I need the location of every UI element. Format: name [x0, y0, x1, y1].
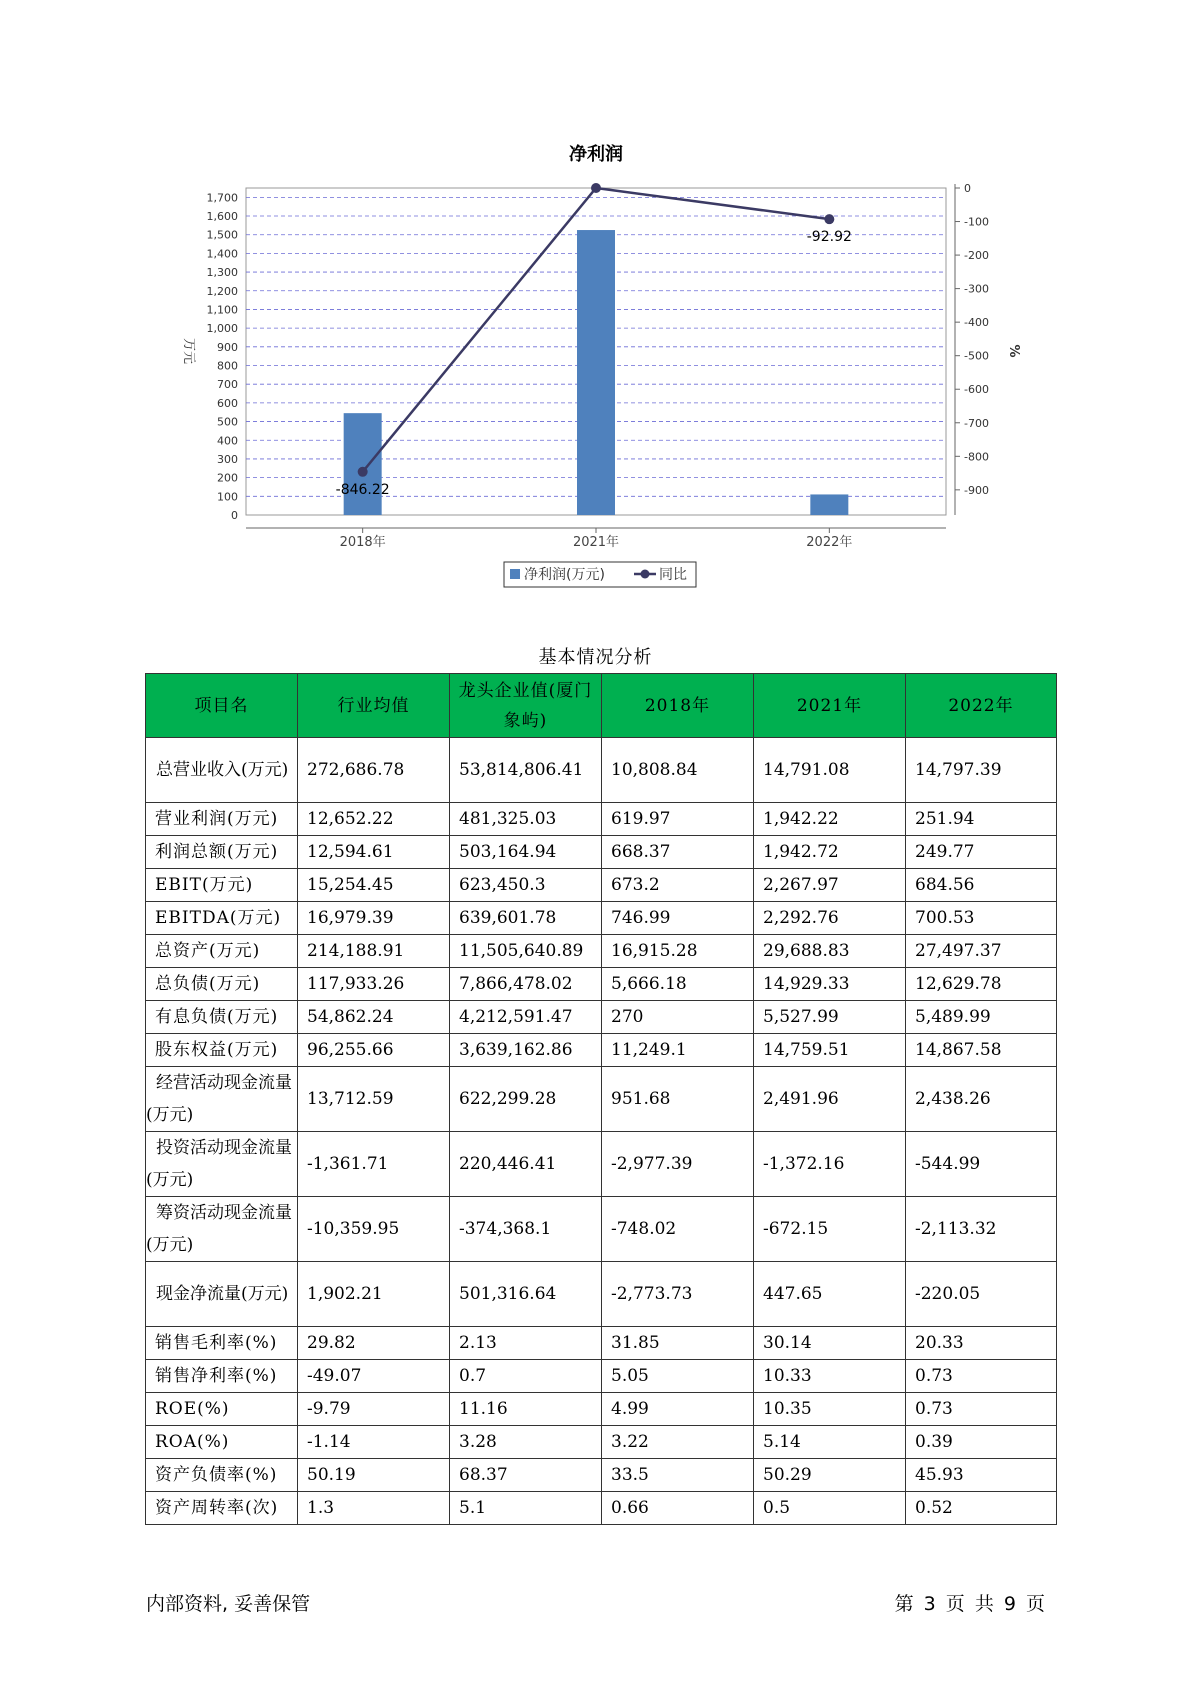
value-cell: 0.7 — [450, 1360, 602, 1393]
value-cell: 0.39 — [906, 1426, 1057, 1459]
y-tick-label: 1,100 — [206, 303, 238, 317]
table-row — [146, 902, 1057, 935]
value-cell: 13,712.59 — [298, 1067, 450, 1132]
legend-line-marker — [641, 570, 650, 579]
row-label: 投资活动现金流量(万元) — [146, 1138, 292, 1190]
row-label-cell — [146, 738, 298, 803]
value-cell: -2,113.32 — [906, 1197, 1057, 1262]
value-cell: 249.77 — [906, 836, 1057, 869]
value-cell: 684.56 — [906, 869, 1057, 902]
value-cell: 10.33 — [754, 1360, 906, 1393]
y-tick-label: 600 — [217, 396, 238, 410]
value-cell: 1,942.22 — [754, 803, 906, 836]
y2-tick-label: -300 — [964, 282, 989, 296]
table-row — [146, 1132, 1057, 1197]
bar — [344, 413, 382, 515]
basic-analysis-table — [145, 673, 1057, 1525]
y-tick-label: 200 — [217, 471, 238, 485]
value-cell: 45.93 — [906, 1459, 1057, 1492]
row-label-cell: 资产周转率(次) — [146, 1492, 298, 1525]
value-cell: -10,359.95 — [298, 1197, 450, 1262]
legend-bar-label: 净利润(万元) — [524, 567, 605, 583]
value-cell: 1.3 — [298, 1492, 450, 1525]
row-label-cell: 利润总额(万元) — [146, 836, 298, 869]
row-label-cell: 有息负债(万元) — [146, 1001, 298, 1034]
value-cell: 272,686.78 — [298, 738, 450, 803]
value-cell: 619.97 — [602, 803, 754, 836]
value-cell: 673.2 — [602, 869, 754, 902]
value-cell: 2,267.97 — [754, 869, 906, 902]
value-cell: -49.07 — [298, 1360, 450, 1393]
table-row — [146, 836, 1057, 869]
row-label: 现金净流量(万元) — [156, 1284, 289, 1304]
y2-tick-label: 0 — [964, 182, 971, 195]
header-item-name: 项目名 — [146, 674, 298, 738]
value-cell: 16,915.28 — [602, 935, 754, 968]
row-label-cell: 总负债(万元) — [146, 968, 298, 1001]
y2-tick-label: -200 — [964, 249, 989, 263]
row-label: 筹资活动现金流量(万元) — [146, 1203, 292, 1255]
value-cell: -1.14 — [298, 1426, 450, 1459]
value-cell: 11,505,640.89 — [450, 935, 602, 968]
value-cell: 0.5 — [754, 1492, 906, 1525]
value-cell: 50.29 — [754, 1459, 906, 1492]
footer-confidential: 内部资料, 妥善保管 — [146, 1593, 311, 1615]
value-cell: 5,666.18 — [602, 968, 754, 1001]
value-cell: -9.79 — [298, 1393, 450, 1426]
header-2022: 2022年 — [906, 674, 1057, 738]
value-cell: 14,791.08 — [754, 738, 906, 803]
table-row — [146, 738, 1057, 803]
value-cell: 2,438.26 — [906, 1067, 1057, 1132]
value-cell: 14,867.58 — [906, 1034, 1057, 1067]
value-cell: 12,594.61 — [298, 836, 450, 869]
y-tick-label: 800 — [217, 359, 238, 373]
value-cell: 7,866,478.02 — [450, 968, 602, 1001]
row-label-cell — [146, 1262, 298, 1327]
value-cell: 639,601.78 — [450, 902, 602, 935]
value-cell: 5.1 — [450, 1492, 602, 1525]
table-row — [146, 1393, 1057, 1426]
y2-tick-label: -700 — [964, 416, 989, 430]
value-cell: 14,929.33 — [754, 968, 906, 1001]
y-tick-label: 100 — [217, 490, 238, 504]
table-title: 基本情况分析 — [538, 647, 653, 668]
value-cell: 2,491.96 — [754, 1067, 906, 1132]
value-cell: 29.82 — [298, 1327, 450, 1360]
table-row — [146, 1034, 1057, 1067]
value-cell: -2,977.39 — [602, 1132, 754, 1197]
value-cell: 3.22 — [602, 1426, 754, 1459]
row-label-cell — [146, 1197, 298, 1262]
table-row — [146, 1360, 1057, 1393]
value-cell: 3.28 — [450, 1426, 602, 1459]
table-row — [146, 1492, 1057, 1525]
value-cell: 11.16 — [450, 1393, 602, 1426]
value-cell: 220,446.41 — [450, 1132, 602, 1197]
value-cell: 96,255.66 — [298, 1034, 450, 1067]
row-label-cell — [146, 1132, 298, 1197]
value-cell: -2,773.73 — [602, 1262, 754, 1327]
footer-page-number: 第 3 页 共 9 页 — [894, 1593, 1045, 1615]
value-cell: 1,902.21 — [298, 1262, 450, 1327]
value-cell: 3,639,162.86 — [450, 1034, 602, 1067]
row-label-cell: EBIT(万元) — [146, 869, 298, 902]
row-label-cell: 销售净利率(%) — [146, 1360, 298, 1393]
value-cell: 29,688.83 — [754, 935, 906, 968]
y2-tick-label: -900 — [964, 483, 989, 497]
table-row — [146, 869, 1057, 902]
y-tick-label: 1,700 — [206, 191, 238, 205]
x-tick-label: 2021年 — [572, 535, 620, 550]
row-label-cell: EBITDA(万元) — [146, 902, 298, 935]
yoy-point — [591, 183, 601, 193]
yoy-point — [824, 214, 834, 224]
value-cell: 5.05 — [602, 1360, 754, 1393]
header-2018: 2018年 — [602, 674, 754, 738]
row-label-cell: 资产负债率(%) — [146, 1459, 298, 1492]
value-cell: -220.05 — [906, 1262, 1057, 1327]
value-cell: 10.35 — [754, 1393, 906, 1426]
value-cell: 503,164.94 — [450, 836, 602, 869]
table-row — [146, 1067, 1057, 1132]
value-cell: 0.66 — [602, 1492, 754, 1525]
value-cell: 30.14 — [754, 1327, 906, 1360]
value-cell: 27,497.37 — [906, 935, 1057, 968]
value-cell: -544.99 — [906, 1132, 1057, 1197]
row-label-cell — [146, 1067, 298, 1132]
y2-tick-label: -800 — [964, 450, 989, 464]
table-row — [146, 1327, 1057, 1360]
row-label-cell: ROE(%) — [146, 1393, 298, 1426]
yoy-point — [358, 467, 368, 477]
value-cell: 270 — [602, 1001, 754, 1034]
y-tick-label: 1,500 — [206, 228, 238, 242]
yoy-data-label: -846.22 — [335, 481, 390, 498]
net-profit-chart — [0, 0, 1191, 600]
value-cell: 5.14 — [754, 1426, 906, 1459]
value-cell: 11,249.1 — [602, 1034, 754, 1067]
legend-line-label: 同比 — [659, 567, 687, 583]
value-cell: 15,254.45 — [298, 869, 450, 902]
value-cell: 951.68 — [602, 1067, 754, 1132]
value-cell: 481,325.03 — [450, 803, 602, 836]
table-row — [146, 1459, 1057, 1492]
value-cell: 623,450.3 — [450, 869, 602, 902]
row-label: 总营业收入(万元) — [156, 760, 289, 780]
value-cell: 668.37 — [602, 836, 754, 869]
value-cell: 746.99 — [602, 902, 754, 935]
value-cell: 4,212,591.47 — [450, 1001, 602, 1034]
value-cell: 20.33 — [906, 1327, 1057, 1360]
value-cell: 700.53 — [906, 902, 1057, 935]
row-label-cell: 股东权益(万元) — [146, 1034, 298, 1067]
value-cell: 5,527.99 — [754, 1001, 906, 1034]
value-cell: -748.02 — [602, 1197, 754, 1262]
value-cell: 12,652.22 — [298, 803, 450, 836]
value-cell: 53,814,806.41 — [450, 738, 602, 803]
table-row — [146, 803, 1057, 836]
value-cell: 14,759.51 — [754, 1034, 906, 1067]
value-cell: 12,629.78 — [906, 968, 1057, 1001]
header-2021: 2021年 — [754, 674, 906, 738]
y2-tick-label: -500 — [964, 349, 989, 363]
value-cell: 4.99 — [602, 1393, 754, 1426]
y2-axis-label: % — [1006, 344, 1021, 358]
x-tick-label: 2022年 — [806, 535, 853, 550]
value-cell: 10,808.84 — [602, 738, 754, 803]
value-cell: 251.94 — [906, 803, 1057, 836]
value-cell: 2,292.76 — [754, 902, 906, 935]
y2-tick-label: -100 — [964, 215, 989, 229]
y-tick-label: 400 — [217, 434, 238, 448]
table-header-row — [146, 674, 1057, 738]
y-tick-label: 0 — [231, 509, 238, 522]
value-cell: -1,361.71 — [298, 1132, 450, 1197]
table-row — [146, 1426, 1057, 1459]
header-industry-avg: 行业均值 — [298, 674, 450, 738]
value-cell: 14,797.39 — [906, 738, 1057, 803]
value-cell: 447.65 — [754, 1262, 906, 1327]
value-cell: 0.73 — [906, 1360, 1057, 1393]
row-label-cell: 营业利润(万元) — [146, 803, 298, 836]
header-leader-value: 龙头企业值(厦门象屿) — [450, 674, 602, 738]
value-cell: 5,489.99 — [906, 1001, 1057, 1034]
chart-title: 净利润 — [569, 144, 623, 165]
y-tick-label: 900 — [217, 340, 238, 354]
value-cell: 54,862.24 — [298, 1001, 450, 1034]
y-tick-label: 1,400 — [206, 247, 238, 261]
y-tick-label: 300 — [217, 452, 238, 466]
y-tick-label: 1,300 — [206, 266, 238, 280]
x-tick-label: 2018年 — [339, 535, 386, 550]
table-row — [146, 968, 1057, 1001]
value-cell: 68.37 — [450, 1459, 602, 1492]
table-row — [146, 1001, 1057, 1034]
value-cell: 31.85 — [602, 1327, 754, 1360]
value-cell: 16,979.39 — [298, 902, 450, 935]
value-cell: 214,188.91 — [298, 935, 450, 968]
y-tick-label: 700 — [217, 378, 238, 392]
y-tick-label: 1,200 — [206, 284, 238, 298]
value-cell: 501,316.64 — [450, 1262, 602, 1327]
value-cell: 50.19 — [298, 1459, 450, 1492]
value-cell: 1,942.72 — [754, 836, 906, 869]
value-cell: 117,933.26 — [298, 968, 450, 1001]
row-label: 经营活动现金流量(万元) — [146, 1073, 292, 1125]
value-cell: -1,372.16 — [754, 1132, 906, 1197]
value-cell: -374,368.1 — [450, 1197, 602, 1262]
table-row — [146, 935, 1057, 968]
y2-tick-label: -600 — [964, 383, 989, 397]
y2-tick-label: -400 — [964, 316, 989, 330]
bar — [810, 494, 848, 515]
y-tick-label: 1,000 — [206, 322, 238, 336]
value-cell: 2.13 — [450, 1327, 602, 1360]
legend-bar-swatch — [510, 569, 520, 579]
value-cell: 0.73 — [906, 1393, 1057, 1426]
table-row — [146, 1197, 1057, 1262]
row-label-cell: 销售毛利率(%) — [146, 1327, 298, 1360]
yoy-data-label: -92.92 — [806, 229, 852, 246]
y-tick-label: 1,600 — [206, 210, 238, 224]
value-cell: -672.15 — [754, 1197, 906, 1262]
bar — [577, 230, 615, 515]
y-axis-label: 万元 — [181, 337, 196, 365]
value-cell: 33.5 — [602, 1459, 754, 1492]
table-row — [146, 1262, 1057, 1327]
value-cell: 0.52 — [906, 1492, 1057, 1525]
value-cell: 622,299.28 — [450, 1067, 602, 1132]
y-tick-label: 500 — [217, 415, 238, 429]
row-label-cell: 总资产(万元) — [146, 935, 298, 968]
row-label-cell: ROA(%) — [146, 1426, 298, 1459]
